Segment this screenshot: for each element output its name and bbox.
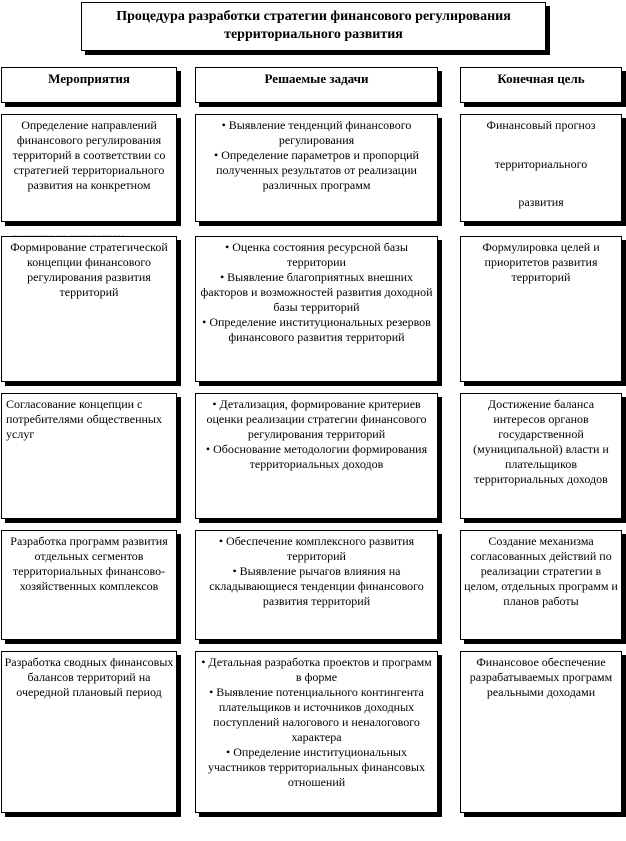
task-item: • Выявление рычагов влияния на складывающиеся тенденции финансового развития территорий	[209, 564, 424, 608]
goal-line: Финансовый прогноз	[486, 118, 596, 132]
header-tasks: Решаемые задачи	[195, 67, 438, 103]
task-item: • Выявление благоприятных внешних факторов и возможностей развития доходной базы территорий	[200, 270, 433, 314]
tasks-box-5	[195, 651, 438, 813]
goal-text-4: Создание механизма согласованных действий по реализации стратегии в целом, отдельных программ и планов работы	[464, 534, 618, 608]
goal-box-2	[460, 236, 622, 382]
task-item: • Выявление потенциального контингента плательщиков и источников доходных поступлений налогового и неналогового характера	[209, 685, 424, 744]
header-goal: Конечная цель	[460, 67, 622, 103]
measure-box-1	[1, 114, 177, 222]
task-item: • Оценка состояния ресурсной базы территории	[225, 240, 408, 269]
measure-box-2	[1, 236, 177, 382]
task-item: • Обоснование методологии формирования территориальных доходов	[205, 442, 428, 471]
header-measures: Мероприятия	[1, 67, 177, 103]
measure-text-3: Согласование концепции с потребителями общественных услуг	[6, 397, 162, 441]
goal-text-1	[463, 118, 619, 210]
task-item: • Детальная разработка проектов и программ в форме	[201, 655, 432, 684]
goal-line: развития	[518, 195, 564, 209]
measure-box-4	[1, 530, 177, 640]
measure-text-2: Формирование стратегической концепции финансового регулирования развития территорий	[10, 240, 168, 299]
goal-box-1	[460, 114, 622, 222]
goal-line: территориального	[494, 156, 588, 171]
task-item: • Определение институциональных участников территориальных финансовых отношений	[208, 745, 425, 789]
measure-text-4: Разработка программ развития отдельных сегментов территориальных финансово-хозяйственных комплексов	[10, 534, 168, 593]
tasks-box-3	[195, 393, 438, 519]
tasks-box-1	[195, 114, 438, 222]
tasks-box-2	[195, 236, 438, 382]
measure-text-1: Определение направлений финансового регулирования территорий в соответствии со стратегией территориального развития на конкретном	[12, 118, 166, 192]
measure-box-5	[1, 651, 177, 813]
measure-text-5: Разработка сводных финансовых балансов территорий на очередной плановый период	[4, 655, 174, 699]
measure-box-3	[1, 393, 177, 519]
goal-box-3	[460, 393, 622, 519]
task-item: • Определение параметров и пропорций полученных результатов от реализации различных программ	[214, 148, 419, 192]
goal-box-4	[460, 530, 622, 640]
task-item: • Определение институциональных резервов финансового развития территорий	[202, 315, 431, 344]
goal-box-5	[460, 651, 622, 813]
goal-text-5: Финансовое обеспечение разрабатываемых программ реальными доходами	[469, 655, 613, 699]
diagram-title: Процедура разработки стратегии финансового регулирования территориального развития	[81, 2, 546, 51]
tasks-box-4	[195, 530, 438, 640]
task-item: • Детализация, формирование критериев оценки реализации стратегии финансового регулирования территорий	[206, 397, 427, 441]
task-item: • Обеспечение комплексного развития территорий	[218, 534, 415, 563]
goal-text-2: Формулировка целей и приоритетов развития территорий	[482, 240, 600, 284]
task-item: • Выявление тенденций финансового регулирования	[221, 118, 412, 147]
goal-text-3: Достижение баланса интересов органов государственной (муниципальной) власти и плательщиков территориальных доходов	[473, 397, 609, 486]
